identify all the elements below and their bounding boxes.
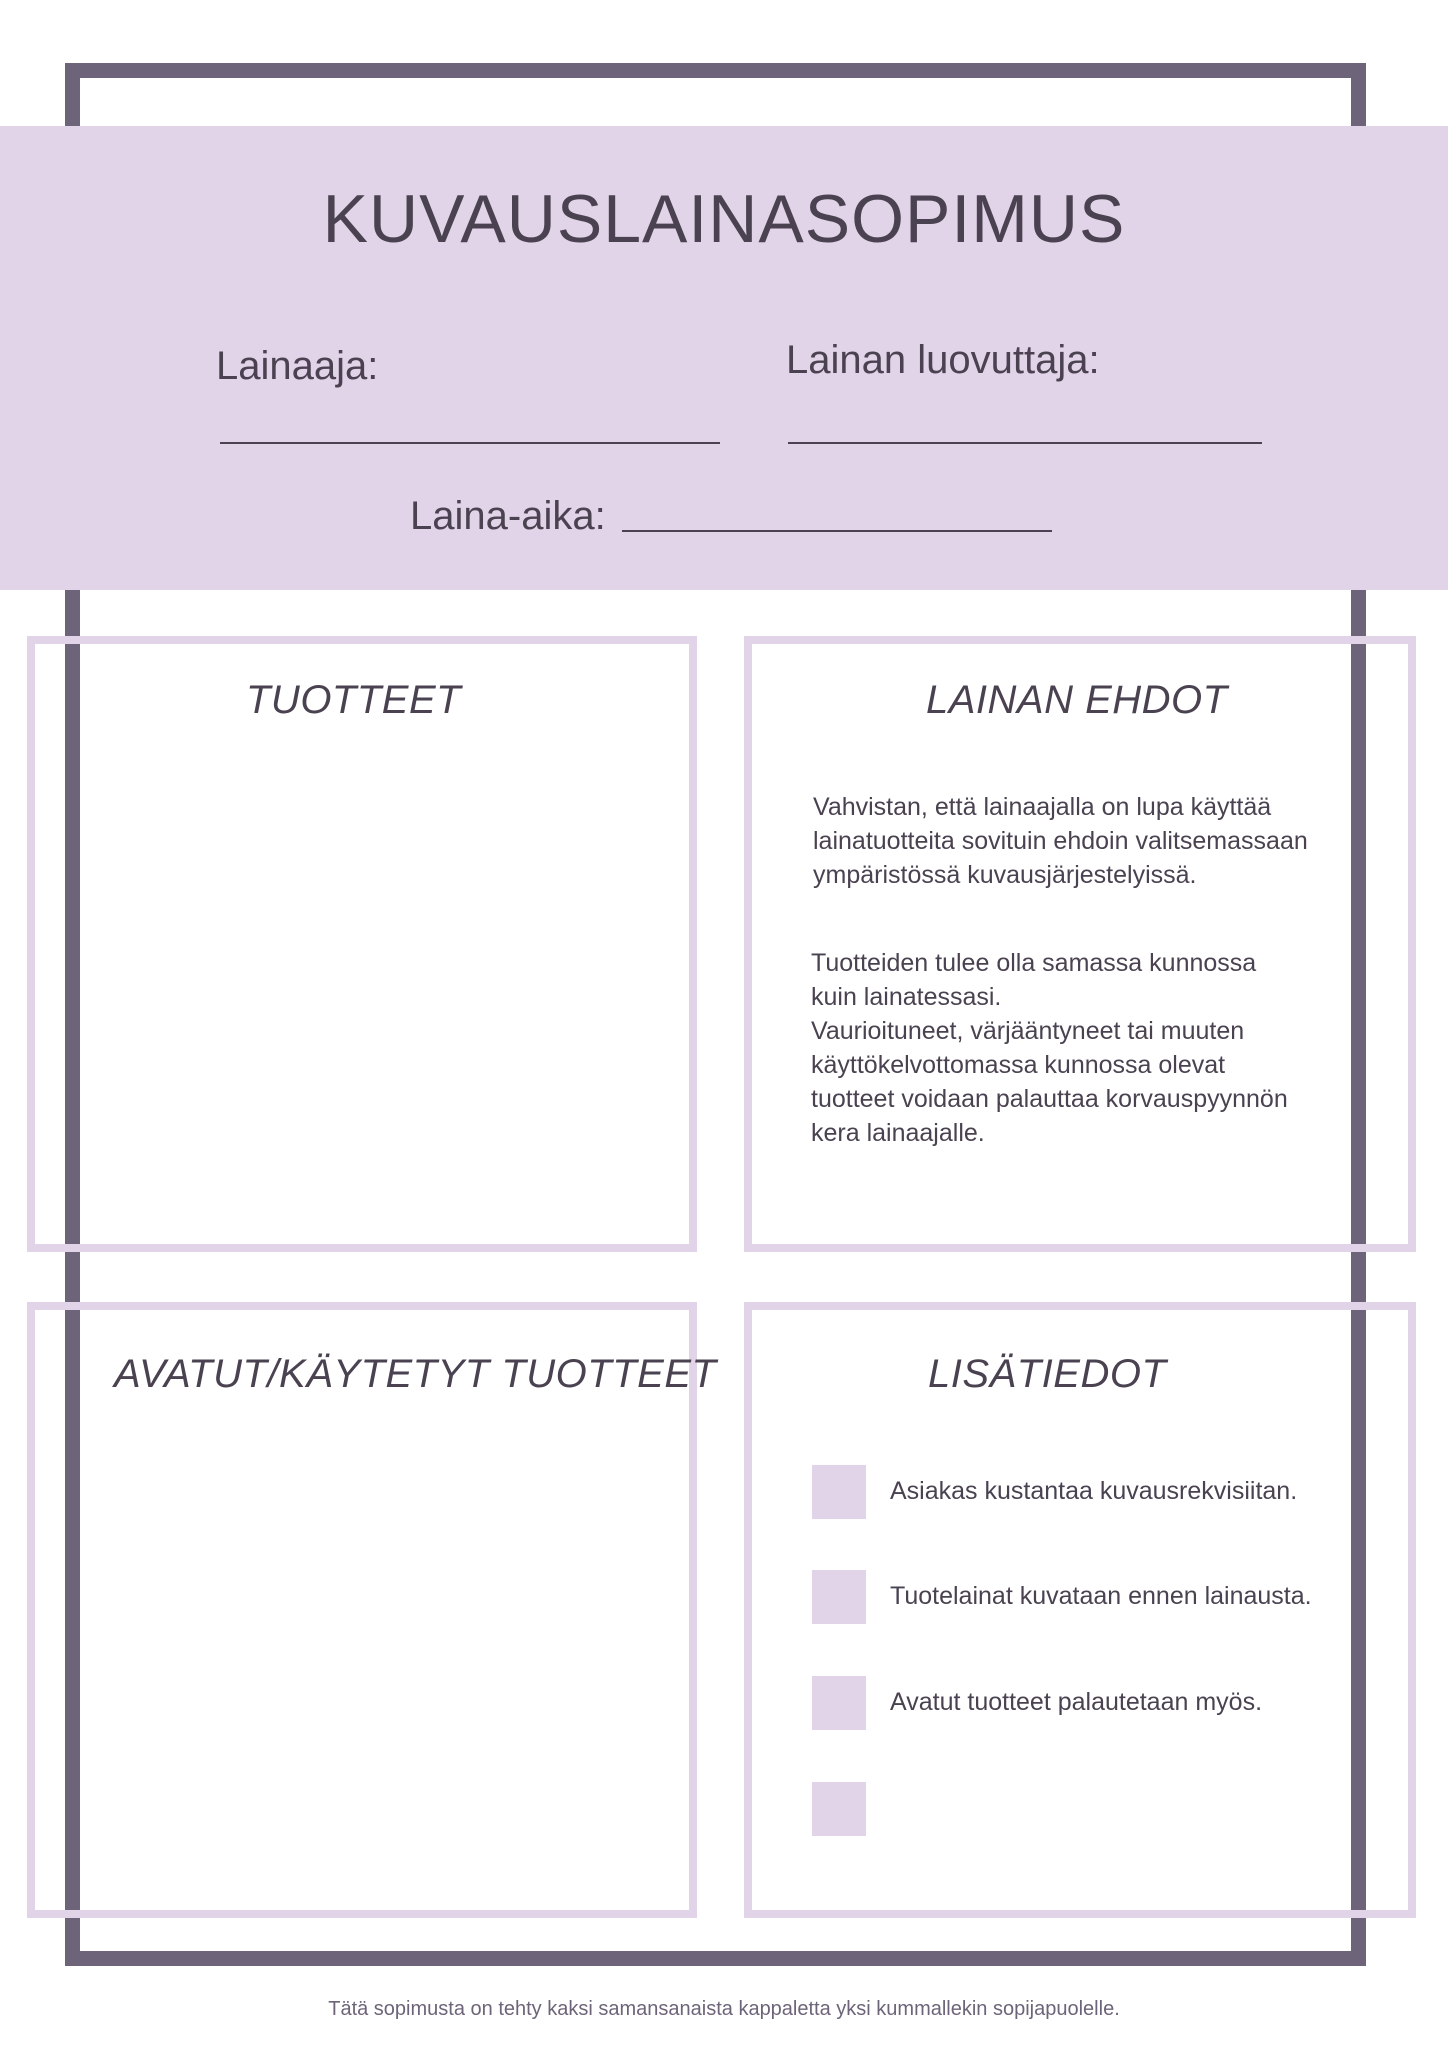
borrower-signature-line[interactable] — [220, 442, 720, 444]
checkbox[interactable] — [812, 1465, 866, 1519]
terms-line: Vaurioituneet, värjääntyneet tai muuten — [811, 1017, 1245, 1045]
checklist-item[interactable] — [812, 1465, 1372, 1519]
terms-line: kuin lainatessasi. — [811, 983, 1002, 1011]
checklist-item[interactable] — [812, 1782, 1372, 1836]
terms-paragraph-2 — [811, 946, 1288, 1150]
checkbox[interactable] — [812, 1782, 866, 1836]
terms-line: ympäristössä kuvausjärjestelyissä. — [813, 861, 1197, 889]
checkbox[interactable] — [812, 1570, 866, 1624]
opened-products-heading: AVATUT/KÄYTETYT TUOTTEET — [114, 1352, 717, 1396]
terms-paragraph-1 — [813, 790, 1308, 892]
terms-line: Tuotteiden tulee olla samassa kunnossa — [811, 949, 1257, 977]
additional-info-heading: LISÄTIEDOT — [928, 1352, 1167, 1396]
document-title: KUVAUSLAINASOPIMUS — [322, 181, 1126, 257]
footer-note: Tätä sopimusta on tehty kaksi samansanaista kappaletta yksi kummallekin sopijapuolelle. — [328, 1998, 1120, 2020]
checklist-label: Avatut tuotteet palautetaan myös. — [890, 1688, 1263, 1716]
checklist-label: Tuotelainat kuvataan ennen lainausta. — [890, 1582, 1312, 1610]
loan-period-label: Laina-aika: — [410, 494, 606, 538]
products-panel — [27, 636, 697, 1252]
terms-line: lainatuotteita sovituin ehdoin valitsemassaan — [813, 827, 1308, 855]
products-heading: TUOTTEET — [246, 678, 462, 722]
lender-signature-line[interactable] — [788, 442, 1262, 444]
checkbox[interactable] — [812, 1676, 866, 1730]
checklist-label: Asiakas kustantaa kuvausrekvisiitan. — [890, 1477, 1298, 1505]
lender-label: Lainan luovuttaja: — [786, 338, 1100, 382]
terms-line: käyttökelvottomassa kunnossa olevat — [811, 1051, 1226, 1079]
terms-line: tuotteet voidaan palauttaa korvauspyynnön — [811, 1085, 1288, 1113]
terms-heading: LAINAN EHDOT — [926, 678, 1228, 722]
loan-period-line[interactable] — [622, 530, 1052, 532]
terms-panel — [744, 636, 1416, 1252]
checklist-item[interactable] — [812, 1676, 1372, 1730]
checklist-item[interactable] — [812, 1570, 1372, 1624]
terms-line: Vahvistan, että lainaajalla on lupa käyttää — [813, 793, 1272, 821]
terms-line: kera lainaajalle. — [811, 1119, 985, 1147]
borrower-label: Lainaaja: — [216, 344, 379, 388]
